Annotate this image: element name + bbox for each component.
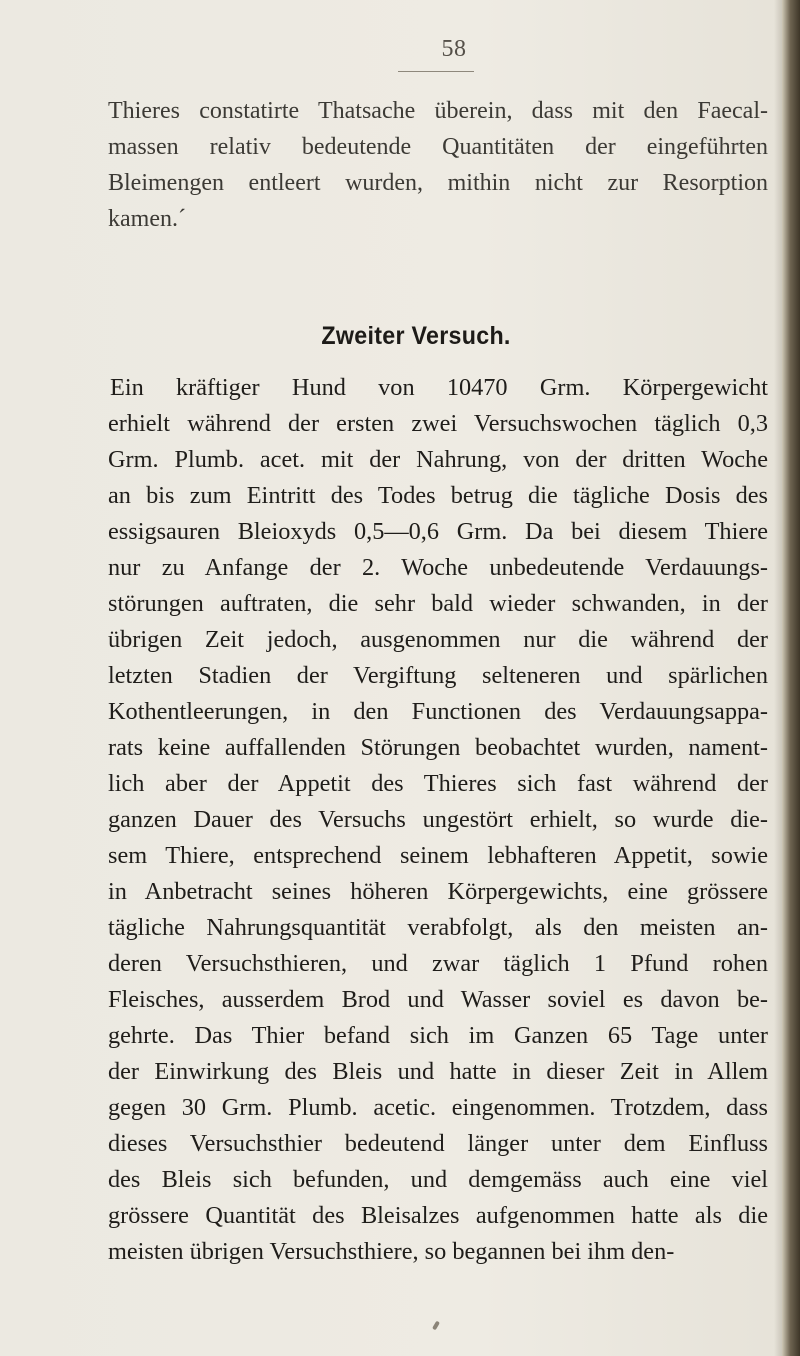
- text-line: übrigen Zeit jedoch, ausgenommen nur die während der: [108, 626, 768, 653]
- page-number: 58: [441, 36, 467, 62]
- main-paragraph: [108, 370, 768, 1270]
- text-line: störungen auftraten, die sehr bald wieder schwanden, in der: [108, 590, 768, 617]
- text-line: letzten Stadien der Vergiftung selteneren und spärlichen: [108, 662, 768, 689]
- text-line: dieses Versuchsthier bedeutend länger unter dem Einfluss: [108, 1130, 768, 1157]
- text-line: Thieres constatirte Thatsache überein, dass mit den Faecal-: [108, 98, 768, 124]
- text-line: Fleisches, ausserdem Brod und Wasser soviel es davon be-: [108, 986, 768, 1013]
- page-edge: [782, 0, 800, 1356]
- text-line: Bleimengen entleert wurden, mithin nicht zur Resorption: [108, 170, 768, 196]
- print-speck: [432, 1321, 440, 1331]
- text-line: deren Versuchsthieren, und zwar täglich 1 Pfund rohen: [108, 950, 768, 977]
- text-line: der Einwirkung des Bleis und hatte in dieser Zeit in Allem: [108, 1058, 768, 1085]
- text-line: an bis zum Eintritt des Todes betrug die tägliche Dosis des: [108, 482, 768, 509]
- text-line: meisten übrigen Versuchsthiere, so begannen bei ihm den-: [108, 1238, 675, 1265]
- text-line: essigsauren Bleioxyds 0,5—0,6 Grm. Da bei diesem Thiere: [108, 518, 768, 545]
- text-line: Kothentleerungen, in den Functionen des Verdauungsappa-: [108, 698, 768, 725]
- text-line: sem Thiere, entsprechend seinem lebhafteren Appetit, sowie: [108, 842, 768, 869]
- page-number-underline: [398, 71, 474, 72]
- text-line: Grm. Plumb. acet. mit der Nahrung, von der dritten Woche: [108, 446, 768, 473]
- text-line: erhielt während der ersten zwei Versuchswochen täglich 0,3: [108, 410, 768, 437]
- text-line: gegen 30 Grm. Plumb. acetic. eingenommen. Trotzdem, dass: [108, 1094, 768, 1121]
- text-line: tägliche Nahrungsquantität verabfolgt, als den meisten an-: [108, 914, 768, 941]
- text-line: grössere Quantität des Bleisalzes aufgenommen hatte als die: [108, 1202, 768, 1229]
- text-line: kamen.´: [108, 206, 186, 232]
- text-line: nur zu Anfange der 2. Woche unbedeutende Verdauungs-: [108, 554, 768, 581]
- text-line: massen relativ bedeutende Quantitäten der eingeführten: [108, 134, 768, 160]
- section-heading: Zweiter Versuch.: [321, 322, 511, 350]
- text-line: ganzen Dauer des Versuchs ungestört erhielt, so wurde die-: [108, 806, 768, 833]
- text-line: in Anbetracht seines höheren Körpergewichts, eine grössere: [108, 878, 768, 905]
- top-paragraph: [108, 93, 768, 237]
- text-line: gehrte. Das Thier befand sich im Ganzen 65 Tage unter: [108, 1022, 768, 1049]
- text-line: lich aber der Appetit des Thieres sich fast während der: [108, 770, 768, 797]
- page-gutter-shadow: [774, 0, 782, 1356]
- text-line: des Bleis sich befunden, und demgemäss auch eine viel: [108, 1166, 768, 1193]
- text-line: rats keine auffallenden Störungen beobachtet wurden, nament-: [108, 734, 768, 761]
- text-line: Ein kräftiger Hund von 10470 Grm. Körpergewicht: [110, 374, 768, 401]
